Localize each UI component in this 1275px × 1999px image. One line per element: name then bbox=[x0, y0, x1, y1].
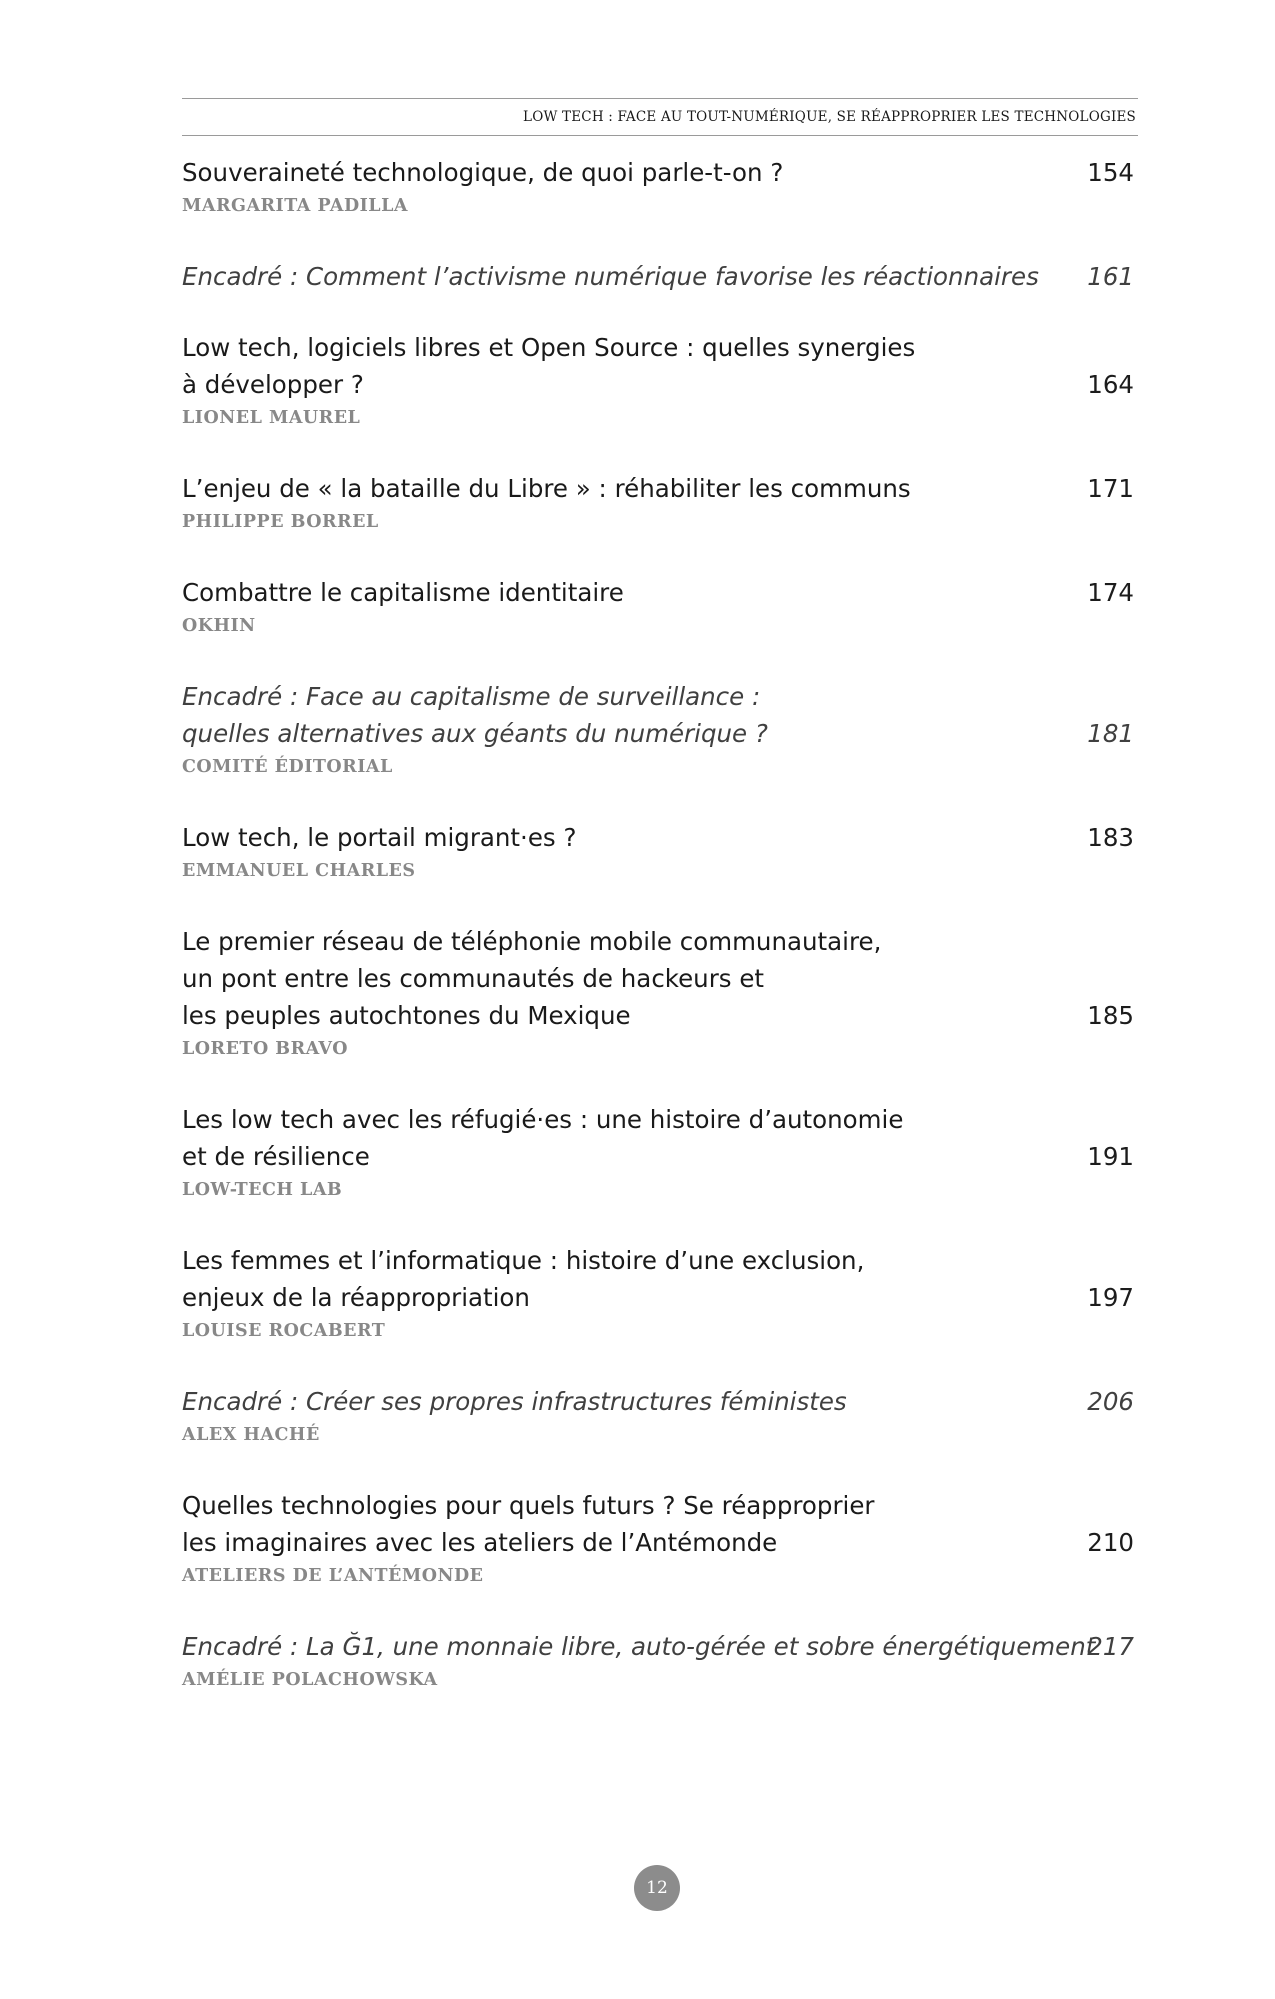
toc-entry-page-number: 161 bbox=[1087, 262, 1134, 291]
toc-entry-title-line: Encadré : Créer ses propres infrastructures féministes bbox=[182, 1387, 847, 1416]
toc-entry bbox=[182, 154, 1136, 221]
toc-entry-author: LORETO BRAVO bbox=[182, 1039, 348, 1059]
toc-entry-title bbox=[182, 154, 1136, 191]
toc-entry-title-line: Les low tech avec les réfugié·es : une histoire d’autonomie bbox=[182, 1105, 904, 1134]
toc-entry-author: OKHIN bbox=[182, 616, 256, 636]
toc-entry bbox=[182, 574, 1136, 641]
toc-entry-page-number: 181 bbox=[1087, 719, 1134, 748]
toc-entry bbox=[182, 258, 1136, 295]
toc-entry bbox=[182, 470, 1136, 537]
toc-entry-title bbox=[182, 819, 1136, 856]
toc-entry-title-line: et de résilience bbox=[182, 1142, 370, 1171]
toc-entry-title-line: les imaginaires avec les ateliers de l’Antémonde bbox=[182, 1528, 778, 1557]
toc-entry-title bbox=[182, 574, 1136, 611]
toc-entry-page-number: 197 bbox=[1087, 1283, 1134, 1312]
toc-entry-author: COMITÉ ÉDITORIAL bbox=[182, 757, 393, 777]
toc-entry-title-line: L’enjeu de « la bataille du Libre » : réhabiliter les communs bbox=[182, 474, 911, 503]
toc-entry-page-number: 154 bbox=[1087, 158, 1134, 187]
toc-entry-title bbox=[182, 1383, 1136, 1420]
toc-entry-title-line: quelles alternatives aux géants du numérique ? bbox=[182, 719, 768, 748]
running-header bbox=[182, 98, 1138, 136]
page-number-badge: 12 bbox=[634, 1865, 680, 1911]
toc-entry-title bbox=[182, 1242, 1136, 1316]
toc-entry-title bbox=[182, 258, 1136, 295]
toc-entry-author: AMÉLIE POLACHOWSKA bbox=[182, 1670, 438, 1690]
toc-entry-title-line: Encadré : La Ğ1, une monnaie libre, auto-gérée et sobre énergétiquement bbox=[182, 1632, 1096, 1661]
toc-entry-title bbox=[182, 470, 1136, 507]
toc-entry-title bbox=[182, 1628, 1136, 1665]
toc-entry-title bbox=[182, 329, 1136, 403]
toc-entry bbox=[182, 1628, 1136, 1695]
toc-entry-page-number: 191 bbox=[1087, 1142, 1134, 1171]
toc-entry bbox=[182, 1242, 1136, 1346]
toc-entry bbox=[182, 678, 1136, 782]
toc-entry-title-line: Souveraineté technologique, de quoi parle-t-on ? bbox=[182, 158, 784, 187]
toc-entry-title-line: Le premier réseau de téléphonie mobile communautaire, bbox=[182, 927, 882, 956]
toc-entry-author: LOW-TECH LAB bbox=[182, 1180, 343, 1200]
toc-entry-title-line: Quelles technologies pour quels futurs ? Se réapproprier bbox=[182, 1491, 875, 1520]
toc-entry-title-line: Encadré : Face au capitalisme de surveillance : bbox=[182, 682, 761, 711]
toc-entry-author: PHILIPPE BORREL bbox=[182, 512, 379, 532]
toc-entry-page-number: 185 bbox=[1087, 1001, 1134, 1030]
toc-entry bbox=[182, 923, 1136, 1064]
toc-entry-author: MARGARITA PADILLA bbox=[182, 196, 408, 216]
toc-entry-title-line: à développer ? bbox=[182, 370, 364, 399]
toc-entry bbox=[182, 329, 1136, 433]
toc-entry-title bbox=[182, 678, 1136, 752]
toc-entry bbox=[182, 1383, 1136, 1450]
toc-entry-title-line: Les femmes et l’informatique : histoire d’une exclusion, bbox=[182, 1246, 865, 1275]
toc-entry bbox=[182, 1487, 1136, 1591]
toc-entry-author: LOUISE ROCABERT bbox=[182, 1321, 386, 1341]
toc-entry-author: ALEX HACHÉ bbox=[182, 1425, 320, 1445]
toc-entry-page-number: 206 bbox=[1087, 1387, 1134, 1416]
toc-entry-author: LIONEL MAUREL bbox=[182, 408, 361, 428]
toc-entry-author: EMMANUEL CHARLES bbox=[182, 861, 416, 881]
toc-entry-title-line: enjeux de la réappropriation bbox=[182, 1283, 530, 1312]
toc-entry-title bbox=[182, 1101, 1136, 1175]
running-header-title: LOW TECH : FACE AU TOUT-NUMÉRIQUE, SE RÉAPPROPRIER LES TECHNOLOGIES bbox=[523, 109, 1136, 125]
toc-entry-title-line: les peuples autochtones du Mexique bbox=[182, 1001, 631, 1030]
toc-entry-page-number: 174 bbox=[1087, 578, 1134, 607]
toc-entry-title bbox=[182, 923, 1136, 1034]
toc-entry-title-line: Low tech, le portail migrant·es ? bbox=[182, 823, 577, 852]
toc-entry-title-line: un pont entre les communautés de hackeurs et bbox=[182, 964, 765, 993]
toc-entry-page-number: 171 bbox=[1087, 474, 1134, 503]
toc-entry-title-line: Combattre le capitalisme identitaire bbox=[182, 578, 624, 607]
toc-entry bbox=[182, 819, 1136, 886]
toc-entry-page-number: 210 bbox=[1087, 1528, 1134, 1557]
toc-entry-page-number: 217 bbox=[1087, 1632, 1134, 1661]
toc-entry-author: ATELIERS DE L’ANTÉMONDE bbox=[182, 1566, 484, 1586]
table-of-contents bbox=[182, 154, 1136, 1732]
toc-entry-title-line: Low tech, logiciels libres et Open Source : quelles synergies bbox=[182, 333, 916, 362]
toc-entry-page-number: 183 bbox=[1087, 823, 1134, 852]
toc-entry-page-number: 164 bbox=[1087, 370, 1134, 399]
toc-entry bbox=[182, 1101, 1136, 1205]
toc-entry-title-line: Encadré : Comment l’activisme numérique favorise les réactionnaires bbox=[182, 262, 1039, 291]
toc-entry-title bbox=[182, 1487, 1136, 1561]
